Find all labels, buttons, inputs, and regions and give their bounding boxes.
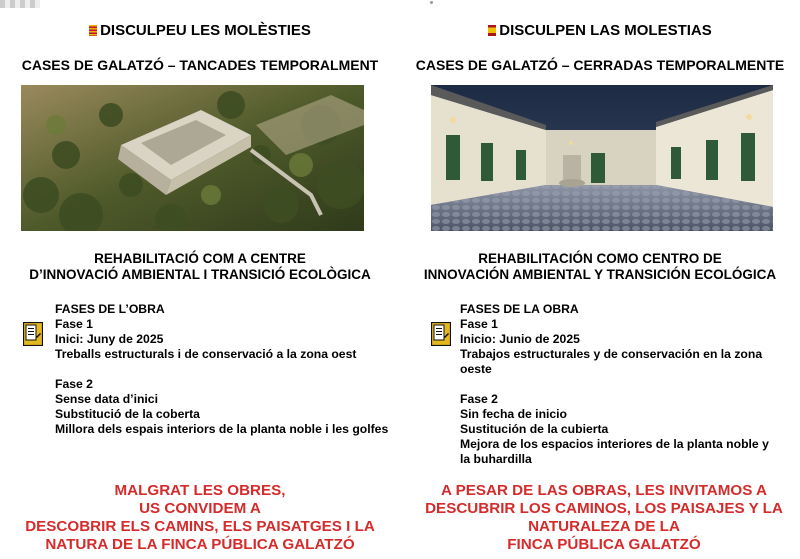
invitation-line: US CONVIDEM A (139, 500, 261, 517)
phases-title: FASES DE LA OBRA (460, 302, 579, 316)
title-text: DISCULPEN LAS MOLESTIAS (499, 22, 712, 39)
invitation-line: NATURALEZA DE LA (528, 518, 680, 535)
invitation-line: A PESAR DE LAS OBRAS, LES INVITAMOS A (441, 482, 767, 499)
subtitle: CASES DE GALATZÓ – CERRADAS TEMPORALMENTE (415, 57, 785, 73)
phase-work: Mejora de los espacios interiores de la planta noble y la buhardilla (460, 437, 769, 466)
project-heading (0, 251, 400, 283)
spanish-flag-icon (488, 25, 496, 36)
spanish-column (400, 0, 800, 559)
phase-start: Inicio: Junio de 2025 (460, 332, 580, 346)
project-phases (460, 302, 780, 467)
phases-title: FASES DE L’OBRA (55, 302, 165, 316)
invitation-line: DESCOBRIR ELS CAMINS, ELS PAISATGES I LA (25, 518, 375, 535)
title-text: DISCULPEU LES MOLÈSTIES (100, 22, 311, 39)
courtyard-photo (431, 85, 773, 231)
heading-line: D’INNOVACIÓ AMBIENTAL I TRANSICIÓ ECOLÒGICA (29, 267, 371, 282)
invitation-message (0, 482, 400, 554)
phase-start: Inici: Juny de 2025 (55, 332, 164, 346)
phase-work: Treballs estructurals i de conservació a la zona oest (55, 347, 357, 361)
phase-label: Fase 1 (460, 317, 498, 331)
project-heading (400, 251, 800, 283)
invitation-line: MALGRAT LES OBRES, (114, 482, 286, 499)
invitation-message (404, 482, 800, 554)
phase-work: Trabajos estructurales y de conservación en la zona oeste (460, 347, 763, 376)
invitation-line: FINCA PÚBLICA GALATZÓ (507, 536, 701, 553)
phase-label: Fase 2 (55, 377, 93, 391)
phase-start: Sin fecha de inicio (460, 407, 568, 421)
heading-line: INNOVACIÓN AMBIENTAL Y TRANSICIÓN ECOLÓGICA (423, 267, 777, 282)
phase-work: Sustitución de la cubierta (460, 422, 609, 436)
page-title (400, 22, 800, 39)
phase-label: Fase 2 (460, 392, 498, 406)
aerial-photo (21, 85, 364, 231)
page-title (0, 22, 400, 39)
subtitle: CASES DE GALATZÓ – TANCADES TEMPORALMENT (21, 57, 379, 73)
invitation-line: DESCUBRIR LOS CAMINOS, LOS PAISAJES Y LA (425, 500, 783, 517)
project-phases (55, 302, 388, 437)
phase-work: Millora dels espais interiors de la planta noble i les golfes (55, 422, 389, 436)
document-icon (23, 322, 43, 346)
heading-line: REHABILITACIÓ COM A CENTRE (94, 251, 306, 266)
heading-line: REHABILITACIÓN COMO CENTRO DE (478, 251, 722, 266)
catalan-flag-icon (89, 25, 97, 36)
invitation-line: NATURA DE LA FINCA PÚBLICA GALATZÓ (45, 536, 355, 553)
phase-start: Sense data d’inici (55, 392, 158, 406)
phase-work: Substitució de la coberta (55, 407, 200, 421)
phase-label: Fase 1 (55, 317, 93, 331)
document-icon (431, 322, 451, 346)
